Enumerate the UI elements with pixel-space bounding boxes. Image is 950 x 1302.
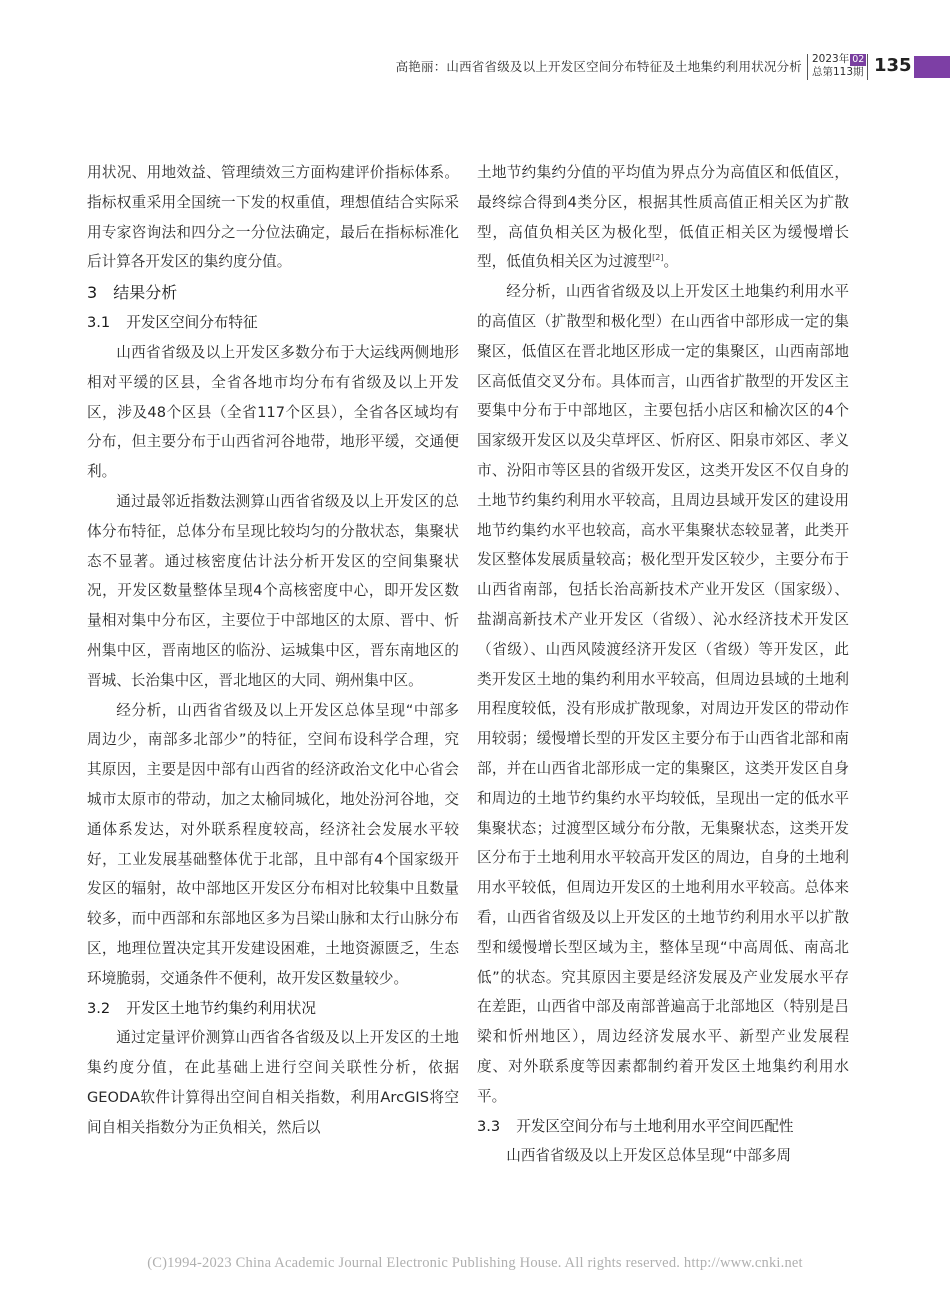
citation: [2] [652,253,664,263]
copyright-footer: (C)1994-2023 China Academic Journal Electronic Publishing House. All rights reserved. http://www.cnki.net [147,1255,803,1271]
issue-total: 总第113期 [812,66,864,78]
paragraph: 用状况、用地效益、管理绩效三方面构建评价指标体系。指标权重采用全国统一下发的权重值，理想值结合实际采用专家咨询法和四分之一分位法确定，最后在指标标准化后计算各开发区的集约度分值。 [87,164,459,271]
header-accent-bar [914,56,950,78]
paragraph: 经分析，山西省省级及以上开发区土地集约利用水平的高值区（扩散型和极化型）在山西省中部形成一定的集聚区，低值区在晋北地区形成一定的集聚区，山西南部地区高低值交叉分布。具体而言，山西省扩散型的开发区主要集中分布于中部地区，主要包括小店区和榆次区的4个国家级开发区以及尖草坪区、忻府区、阳泉市郊区、孝义市、汾阳市等区县的省级开发区，这类开发区不仅自身的土地节约集约利用水平较高，且周边县域开发区的建设用地节约集约水平也较高，高水平集聚状态较显著，此类开发区整体发展质量较高；极化型开发区较少，主要分布于山西省南部，包括长治高新技术产业开发区（国家级）、盐湖高新技术产业开发区（省级）、沁水经济技术开发区（省级）、山西风陵渡经济开发区（省级）等开发区，此类开发区土地的集约利用水平较高，但周边县域的土地利用程度较低，没有形成扩散现象，对周边开发区的带动作用较弱；缓慢增长型的开发区主要分布于山西省北部和南部，并在山西省北部形成一定的集聚区，这类开发区自身和周边的土地节约集约水平均较低，呈现出一定的低水平集聚状态；过渡型区域分布分散，无集聚状态，这类开发区分布于土地利用水平较高开发区的周边，自身的土地利用水平较低，但周边开发区的土地利用水平较高。总体来看，山西省省级及以上开发区的土地节约利用水平以扩散型和缓慢增长型区域为主，整体呈现“中高周低、南高北低”的状态。究其原因主要是经济发展及产业发展水平存在差距，山西省中部及南部普遍高于北部地区（特别是吕梁和忻州地区），周边经济发展水平、新型产业发展程度、对外联系度等因素都制约着开发区土地集约利用水平。 [477,283,849,1105]
left-column [87,158,459,1143]
subsection-number: 3.1 [87,314,111,332]
page-header [0,50,950,84]
subsection-heading [477,1112,849,1142]
paragraph: 山西省省级及以上开发区多数分布于大运线两侧地形相对平缓的区县，全省各地市均分布有省级及以上开发区，涉及48个区县（全省117个区县），全省各区域均有分布，但主要分布于山西省河谷地带，地形平缓，交通便利。 [87,343,459,481]
paragraph [477,158,849,277]
header-divider [807,54,808,80]
paragraph-end: 。 [663,253,679,271]
page-number: 135 [874,55,912,76]
subsection-number: 3.3 [477,1117,501,1135]
subsection-heading [87,994,459,1024]
paragraph-text: 土地节约集约分值的平均值为界点分为高值区和低值区，最终综合得到4类分区，根据其性质高值正相关区为扩散型，高值负相关区为极化型，低值正相关区为缓慢增长型，低值负相关区为过渡型 [477,164,849,271]
subsection-title: 开发区土地节约集约利用状况 [126,999,316,1017]
issue-year: 2023年 [812,53,850,65]
section-title: 结果分析 [113,283,178,303]
right-column [477,158,849,1171]
subsection-title: 开发区空间分布与土地利用水平空间匹配性 [516,1117,794,1135]
section-number: 3 [87,283,98,303]
subsection-number: 3.2 [87,999,111,1017]
paragraph: 通过定量评价测算山西省各省级及以上开发区的土地集约度分值，在此基础上进行空间关联性分析，依据GEODA软件计算得出空间自相关指数，利用ArcGIS将空间自相关指数分为正负相关，然后以 [87,1029,459,1136]
subsection-title: 开发区空间分布特征 [126,314,258,332]
subsection-heading [87,308,459,338]
issue-info [812,53,866,79]
issue-month: 02 [852,54,865,65]
paragraph: 山西省省级及以上开发区总体呈现“中部多周 [506,1147,792,1165]
paragraph: 通过最邻近指数法测算山西省省级及以上开发区的总体分布特征，总体分布呈现比较均匀的分散状态，集聚状态不显著。通过核密度估计法分析开发区的空间集聚状况，开发区数量整体呈现4个高核密度中心，即开发区数量相对集中分布区，主要位于中部地区的太原、晋中、忻州集中区，晋南地区的临汾、运城集中区，晋东南地区的晋城、长治集中区，晋北地区的大同、朔州集中区。 [87,492,459,689]
header-divider [867,54,868,80]
running-title: 高艳丽：山西省省级及以上开发区空间分布特征及土地集约利用状况分析 [395,59,802,74]
section-heading [87,277,459,308]
paragraph: 经分析，山西省省级及以上开发区总体呈现“中部多周边少，南部多北部少”的特征，空间布设科学合理，究其原因，主要是因中部有山西省的经济政治文化中心省会城市太原市的带动，加之太榆同城化，地处汾河谷地，交通体系发达，对外联系程度较高，经济社会发展水平较好，工业发展基础整体优于北部，且中部有4个国家级开发区的辐射，故中部地区开发区分布相对比较集中且数量较多，而中西部和东部地区多为吕梁山脉和太行山脉分布区，地理位置决定其开发建设困难，土地资源匮乏，生态环境脆弱，交通条件不便利，故开发区数量较少。 [87,701,459,987]
